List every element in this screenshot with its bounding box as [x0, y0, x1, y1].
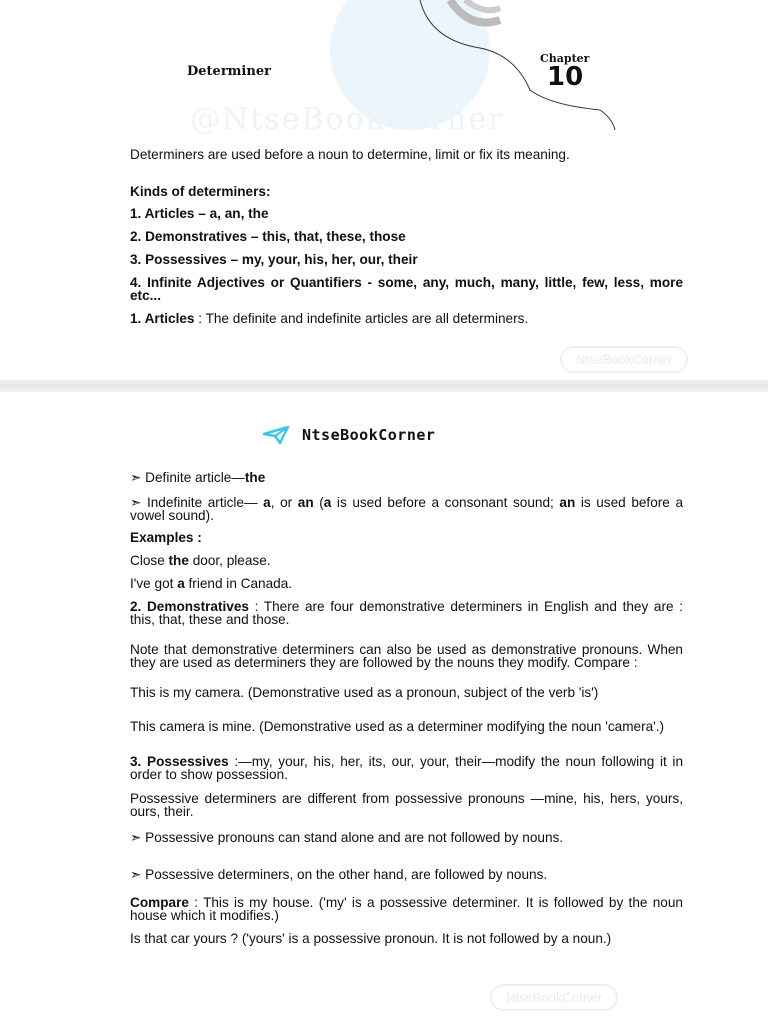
- text: Close: [130, 553, 169, 568]
- watermark-stamp: NtseBookCorner: [490, 984, 618, 1011]
- bold-text: 2. Demonstratives: [130, 599, 249, 614]
- text: ➣ Possessive pronouns can stand alone and are not followed by nouns.: [130, 830, 564, 845]
- paragraph: [130, 276, 683, 302]
- paragraph: [130, 312, 683, 325]
- text: : The definite and indefinite articles are all determiners.: [194, 311, 529, 326]
- chapter-label: Chapter: [540, 52, 590, 65]
- paragraph: [130, 831, 683, 844]
- text: , or: [270, 495, 298, 510]
- paragraph: [130, 720, 683, 733]
- paragraph: [130, 600, 683, 626]
- bold-text: Kinds of determiners:: [130, 184, 271, 199]
- paragraph: [130, 185, 683, 198]
- bold-text: the: [168, 553, 189, 568]
- bold-text: 3. Possessives – my, your, his, her, our, their: [130, 252, 418, 267]
- page-separator: [0, 380, 768, 392]
- text: ➣ Indefinite article—: [130, 495, 264, 510]
- paragraph: [130, 932, 683, 945]
- text: Is that car yours ? ('yours' is a possessive pronoun. It is not followed by a noun.): [130, 931, 612, 946]
- text: This is my camera. (Demonstrative used as a pronoun, subject of the verb 'is'): [130, 685, 599, 700]
- chapter-number: 10: [547, 62, 584, 92]
- page-2: [0, 392, 768, 1024]
- watermark: @NtseBookCorner: [190, 102, 505, 137]
- page-title: Determiner: [187, 64, 271, 79]
- text: ➣ Possessive determiners, on the other hand, are followed by nouns.: [130, 867, 548, 882]
- paragraph: [130, 792, 683, 818]
- text: Determiners are used before a noun to determine, limit or fix its meaning.: [130, 147, 570, 162]
- bold-text: a: [263, 495, 271, 510]
- logo-text: NtseBookCorner: [302, 426, 436, 444]
- text: : There are four demonstrative determiners in English and they are : this, that, these and those.: [130, 599, 683, 627]
- bold-text: 4. Infinite Adjectives or Quantifiers - some, any, much, many, little, few, less, more etc...: [130, 275, 683, 303]
- bold-text: a: [323, 495, 332, 510]
- text: (: [313, 495, 324, 510]
- paragraph: [130, 253, 683, 266]
- text: : This is my house. ('my' is a possessive determiner. It is followed by the noun house which it modifies.): [130, 895, 683, 923]
- text: door, please.: [188, 553, 271, 568]
- text: Possessive determiners are different from possessive pronouns —mine, his, hers, yours, ours, their.: [130, 791, 683, 819]
- paragraph: [130, 148, 683, 161]
- bold-text: 1. Articles: [130, 311, 195, 326]
- watermark-stamp: NtseBookCorner: [560, 346, 688, 373]
- page-1: [0, 0, 768, 380]
- text: friend in Canada.: [184, 576, 293, 591]
- text: ➣ Definite article—: [130, 470, 245, 485]
- bold-text: the: [244, 470, 266, 485]
- text: I've got: [130, 576, 178, 591]
- brand-logo: [262, 426, 435, 444]
- paragraph: [130, 471, 683, 484]
- bold-text: 3. Possessives: [130, 754, 229, 769]
- paragraph: [130, 496, 683, 522]
- bold-text: Compare: [130, 895, 189, 910]
- bold-text: Examples :: [130, 530, 202, 545]
- bold-text: an: [297, 495, 314, 510]
- paragraph: [130, 577, 683, 590]
- paragraph: [130, 554, 683, 567]
- bold-text: 1. Articles – a, an, the: [130, 206, 269, 221]
- paragraph: [130, 686, 683, 699]
- bold-text: a: [177, 576, 185, 591]
- paragraph: [130, 755, 683, 781]
- text: :—my, your, his, her, its, our, your, their—modify the noun following it in order to show possession.: [130, 754, 684, 782]
- paragraph: [130, 896, 683, 922]
- text: Note that demonstrative determiners can also be used as demonstrative pronouns. When they are used as determiners they are followed by the nouns they modify. Compare :: [130, 642, 683, 670]
- bold-text: an: [559, 495, 576, 510]
- text: is used before a consonant sound;: [331, 495, 560, 510]
- paragraph: [130, 230, 683, 243]
- telegram-icon: [262, 426, 290, 444]
- paragraph: [130, 643, 683, 669]
- text: is used before a vowel sound).: [130, 495, 684, 523]
- paragraph: [130, 531, 683, 544]
- text: This camera is mine. (Demonstrative used as a determiner modifying the noun 'camera'.): [130, 719, 665, 734]
- bold-text: 2. Demonstratives – this, that, these, those: [130, 229, 406, 244]
- paragraph: [130, 868, 683, 881]
- paragraph: [130, 207, 683, 220]
